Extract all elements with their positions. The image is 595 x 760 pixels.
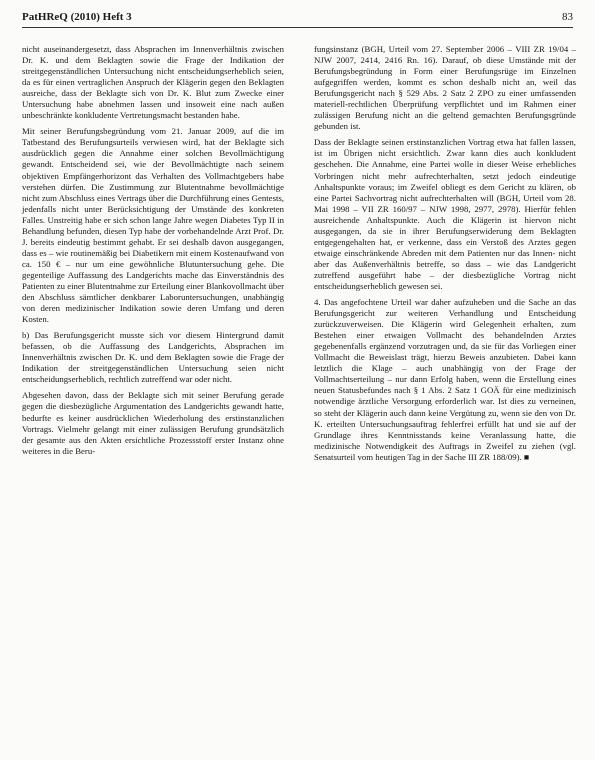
page-number: 83 bbox=[562, 11, 573, 23]
paragraph: Abgesehen davon, dass der Beklagte sich mit seiner Berufung gerade gegen die diesbezügliche Argumentation des Landgerichts gewandt hatte, bedurfte es keiner ausdrücklichen Wiederholung des erstinstanzlichen Vortrags. Vielmehr gelangt mit einer zulässigen Berufung grundsätzlich der gesamte aus den Akten ersichtliche Prozessstoff erster Instanz ohne weiteres in die Beru- bbox=[22, 390, 284, 456]
paragraph-final bbox=[314, 297, 576, 463]
paragraph: fungsinstanz (BGH, Urteil vom 27. September 2006 – VIII ZR 19/04 – NJW 2007, 2414, 2416 Rn. 16). Darauf, ob diese Umstände mit der Berufungsbegründung in Form einer Berufungsrüge im Einzelnen aufgegriffen werden, kommt es schon deshalb nicht an, weil das Berufungsgericht nach § 529 Abs. 2 Satz 2 ZPO zu einer umfassenden materiell-rechtlichen Überprüfung verpflichtet und im Rahmen einer zulässigen Berufung nicht an die geltend gemachten Berufungsgründe gebunden ist. bbox=[314, 44, 576, 132]
end-mark: ■ bbox=[523, 451, 530, 462]
paragraph: nicht auseinandergesetzt, dass Absprachen im Innenverhältnis zwischen Dr. K. und dem Beklagten sowie die Frage der Indikation der streitgegenständlichen Untersuchung nicht entscheidungserheblich seien, da es für einen vertraglichen Anspruch der Klägerin gegen den Beklagten ausreiche, dass der Beklagte sich von Dr. K. Blut zum Zwecke einer Untersuchung habe abnehmen lassen und insoweit eine nach außen unbeschränkte konkludente Vertretungsmacht bestanden habe. bbox=[22, 44, 284, 121]
header-rule bbox=[22, 27, 573, 28]
journal-title: PatHReQ (2010) Heft 3 bbox=[22, 11, 132, 23]
paragraph-text: 4. Das angefochtene Urteil war daher aufzuheben und die Sache an das Berufungsgericht zur weiteren Verhandlung und Entscheidung zurückzuverweisen. Die Klägerin wird Gelegenheit erhalten, zum Bestehen einer etwaigen Vollmacht des behandelnden Arztes gegebenenfalls ergänzend vorzutragen und, da sie für das Vorliegen einer Vollmacht die Beweislast trägt, hierzu Beweis anzubieten. Dabei kann letztlich die Klage – auch unabhängig von der Frage der Vollmachtserteilung – nur dann Erfolg haben, wenn die Erstellung eines neuen Statusbefundes nach § 1 Abs. 2 Satz 1 GOÄ für eine medizinisch notwendige ärztliche Versorgung erforderlich war. Ist dies zu verneinen, so steht der Klägerin auch dann keine Vergütung zu, wenn sie den von Dr. K. erteilten Untersuchungsauftrag fehlerfrei erfüllt hat und sie auf der Grundlage ihres Kenntnisstands keine Veranlassung hatte, die medizinische Notwendigkeit des Auftrags in Zweifel zu ziehen (vgl. Senatsurteil vom heutigen Tag in der Sache III ZR 188/09). bbox=[314, 297, 576, 462]
page-header bbox=[22, 10, 573, 24]
right-column bbox=[314, 44, 576, 468]
paragraph: Mit seiner Berufungsbegründung vom 21. Januar 2009, auf die im Tatbestand des Berufungsurteils verwiesen wird, hat der Beklagte sich ausdrücklich gegen die Annahme einer solchen Bevollmächtigung gewandt. Entscheidend sei, wie der Bevollmächtigte nach seinem objektiven Empfängerhorizont das Verhalten des Vollmachtgebers habe verstehen dürfen. Die Zustimmung zur Blutentnahme bevollmächtige nicht zum Abschluss eines Vertrags über die Durchführung eines Gentests, jedenfalls nicht unter Berücksichtigung der Umstände des konkreten Falles. Unstreitig habe er sich schon lange Jahre wegen Diabetes Typ II in Behandlung befunden, diesen Typ habe der vorbehandelnde Arzt Prof. Dr. J. bereits eindeutig bestimmt gehabt. Er sei deshalb davon ausgegangen, dass es – wie routinemäßig bei Diabetikern mit einem Kostenaufwand von ca. 150 € – nur um eine gewöhnliche Blutuntersuchung gehe. Die gegenteilige Auffassung des Landgerichts mache das Einverständnis des Patienten zu einer Blutentnahme zur Erteilung einer Blankovollmacht über den Abschluss sämtlicher denkbarer Laboruntersuchungen, unabhängig von deren medizinischer Indikation sowie deren Umfang und deren Kosten. bbox=[22, 126, 284, 325]
paragraph: Dass der Beklagte seinen erstinstanzlichen Vortrag etwa hat fallen lassen, ist im Übrigen nicht ersichtlich. Zwar kann dies auch konkludent geschehen. Die Annahme, eine Partei wolle in dieser Weise erhebliches Vorbringen nicht mehr aufrechterhalten, setzt jedoch eindeutige Anhaltspunkte voraus; im Zweifel obliegt es dem Gericht zu klären, ob eine Partei Sachvortrag nicht aufrechterhalten will (BGH, Urteil vom 28. Mai 1998 – VII ZR 160/97 – NJW 1998, 2977, 2978). Hierfür fehlen ausreichende Anhaltspunkte. Auch die Klägerin ist hiervon nicht ausgegangen, da sie in ihrer Berufungserwiderung dem Beklagten entgegengehalten hat, er verkenne, dass ein Verstoß des Arztes gegen etwaige einschränkende Abreden mit dem Patienten nur das Innen- nicht aber das Außenverhältnis betreffe, so dass – wie das Landgericht zutreffend ausgeführt habe – der diesbezügliche Vortrag nicht entscheidungserheblich gewesen sei. bbox=[314, 137, 576, 291]
left-column bbox=[22, 44, 284, 462]
paragraph: b) Das Berufungsgericht musste sich vor diesem Hintergrund damit befassen, ob die Auffassung des Landgerichts, Absprachen im Innenverhältnis zwischen Dr. K. und dem Beklagten sowie die Frage der Indikation der streitgegenständlichen Untersuchung seien nicht entscheidungserheblich, rechtlich zutreffend war oder nicht. bbox=[22, 330, 284, 385]
